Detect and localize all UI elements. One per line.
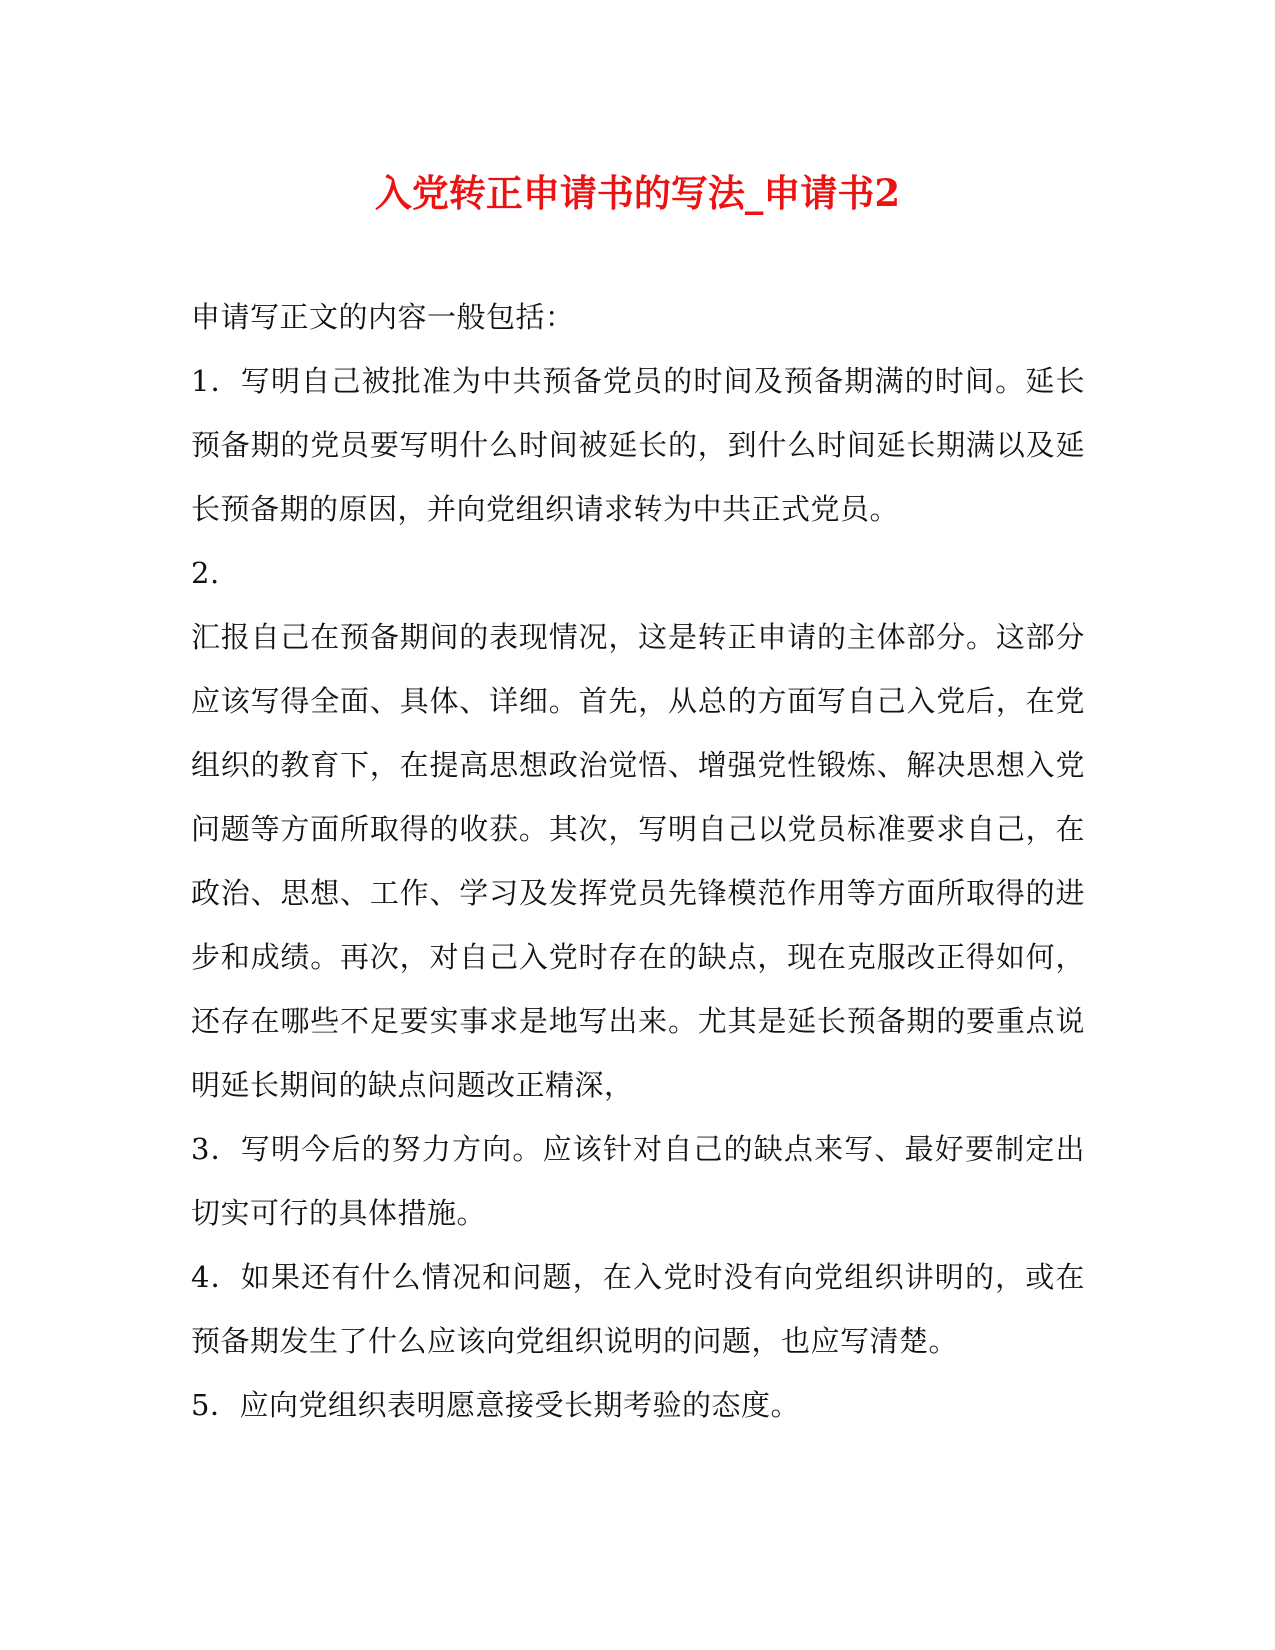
paragraph-item-3: 3．写明今后的努力方向。应该针对自己的缺点来写、最好要制定出切实可行的具体措施。 (191, 1132, 1085, 1230)
document-title: 入党转正申请书的写法_申请书2 (374, 171, 901, 215)
paragraph-item-5: 5．应向党组织表明愿意接受长期考验的态度。 (191, 1388, 800, 1422)
paragraph-item-1: 1．写明自己被批准为中共预备党员的时间及预备期满的时间。延长预备期的党员要写明什么时间被延长的，到什么时间延长期满以及延长预备期的原因，并向党组织请求转为中共正式党员。 (191, 364, 1085, 526)
paragraph-item-4: 4．如果还有什么情况和问题，在入党时没有向党组织讲明的，或在预备期发生了什么应该向党组织说明的问题，也应写清楚。 (191, 1260, 1085, 1358)
paragraph-item-2-number: 2. (191, 556, 220, 590)
document-body (191, 285, 1085, 1437)
paragraph-intro: 申请写正文的内容一般包括： (191, 300, 575, 334)
paragraph-item-2-body: 汇报自己在预备期间的表现情况，这是转正申请的主体部分。这部分应该写得全面、具体、详细。首先，从总的方面写自己入党后，在党组织的教育下，在提高思想政治觉悟、增强党性锻炼、解决思想入党问题等方面所取得的收获。其次，写明自己以党员标准要求自己，在政治、思想、工作、学习及发挥党员先锋模范作用等方面所取得的进步和成绩。再次，对自己入党时存在的缺点，现在克服改正得如何，还存在哪些不足要实事求是地写出来。尤其是延长预备期的要重点说明延长期间的缺点问题改正精深， (191, 620, 1085, 1102)
